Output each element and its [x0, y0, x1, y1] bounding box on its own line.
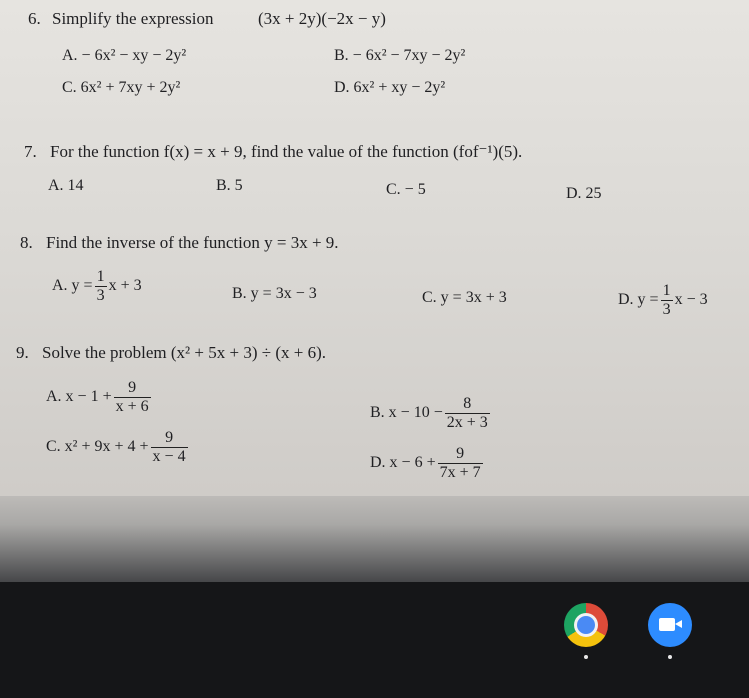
q8-option-a-numerator: 1 [96, 268, 105, 285]
q9-option-b[interactable] [370, 396, 492, 431]
q8-option-d-numerator: 1 [662, 282, 671, 299]
q8-option-d-denominator: 3 [662, 301, 671, 318]
q8-option-d[interactable] [618, 283, 708, 318]
q8-option-d-fraction [661, 283, 673, 318]
q9-option-d-prefix: D. x − 6 + [370, 454, 436, 472]
q7-option-d[interactable]: D. 25 [566, 185, 602, 202]
q6-option-d[interactable]: D. 6x² + xy − 2y² [334, 79, 446, 96]
q6-expression: (3x + 2y)(−2x − y) [258, 9, 386, 28]
q9-option-b-numerator: 8 [463, 395, 472, 412]
q9-number: 9. [16, 343, 29, 362]
chrome-icon[interactable] [564, 603, 608, 647]
q8-option-a-denominator: 3 [96, 287, 105, 304]
q6-option-a[interactable]: A. − 6x² − xy − 2y² [62, 47, 187, 64]
camera-lens-icon [675, 620, 682, 628]
q9-option-a-denominator: x + 6 [115, 398, 149, 415]
q8-option-d-suffix: x − 3 [674, 291, 708, 309]
taskbar-shelf [0, 582, 749, 698]
q8-option-b[interactable]: B. y = 3x − 3 [232, 285, 317, 302]
q8-option-c[interactable]: C. y = 3x + 3 [422, 289, 507, 306]
q9-option-c-numerator: 9 [165, 429, 174, 446]
q7-prompt: For the function f(x) = x + 9, find the value of the function (fof⁻¹)(5). [50, 142, 523, 161]
q9-option-c[interactable] [46, 430, 190, 465]
q8-number: 8. [20, 233, 33, 252]
q9-option-d-numerator: 9 [456, 445, 465, 462]
q8-option-a[interactable] [52, 269, 142, 304]
q8-prompt: Find the inverse of the function y = 3x + 9. [46, 233, 339, 252]
q9-option-c-prefix: C. x² + 9x + 4 + [46, 438, 149, 456]
q7-option-b[interactable]: B. 5 [216, 177, 243, 194]
q8-option-a-prefix: A. y = [52, 277, 93, 295]
q8-option-a-suffix: x + 3 [108, 277, 142, 295]
q7-number: 7. [24, 142, 37, 161]
q6-prompt: Simplify the expression [52, 9, 214, 28]
q8-option-a-fraction [95, 269, 107, 304]
q9-option-d[interactable] [370, 446, 485, 481]
q6-option-b[interactable]: B. − 6x² − 7xy − 2y² [334, 47, 466, 64]
q9-option-a-fraction [114, 380, 151, 415]
q9-option-b-fraction [445, 396, 490, 431]
q6-number: 6. [28, 9, 41, 28]
q9-option-a-numerator: 9 [128, 379, 137, 396]
video-meeting-icon[interactable] [648, 603, 692, 647]
q9-option-d-denominator: 7x + 7 [439, 464, 481, 481]
q9-option-d-fraction [438, 446, 483, 481]
camera-body-icon [659, 618, 675, 631]
q7-option-a[interactable]: A. 14 [48, 177, 84, 194]
q9-prompt: Solve the problem (x² + 5x + 3) ÷ (x + 6). [42, 343, 326, 362]
q7-option-c[interactable]: C. − 5 [386, 181, 426, 198]
q8-option-d-prefix: D. y = [618, 291, 659, 309]
q9-option-a[interactable] [46, 380, 153, 415]
q6-option-c[interactable]: C. 6x² + 7xy + 2y² [62, 79, 181, 96]
meeting-running-indicator [668, 655, 672, 659]
q9-option-b-prefix: B. x − 10 − [370, 404, 443, 422]
q9-option-c-denominator: x − 4 [152, 448, 186, 465]
q9-option-b-denominator: 2x + 3 [446, 414, 488, 431]
q9-option-a-prefix: A. x − 1 + [46, 388, 112, 406]
q9-option-c-fraction [151, 430, 188, 465]
chrome-running-indicator [584, 655, 588, 659]
